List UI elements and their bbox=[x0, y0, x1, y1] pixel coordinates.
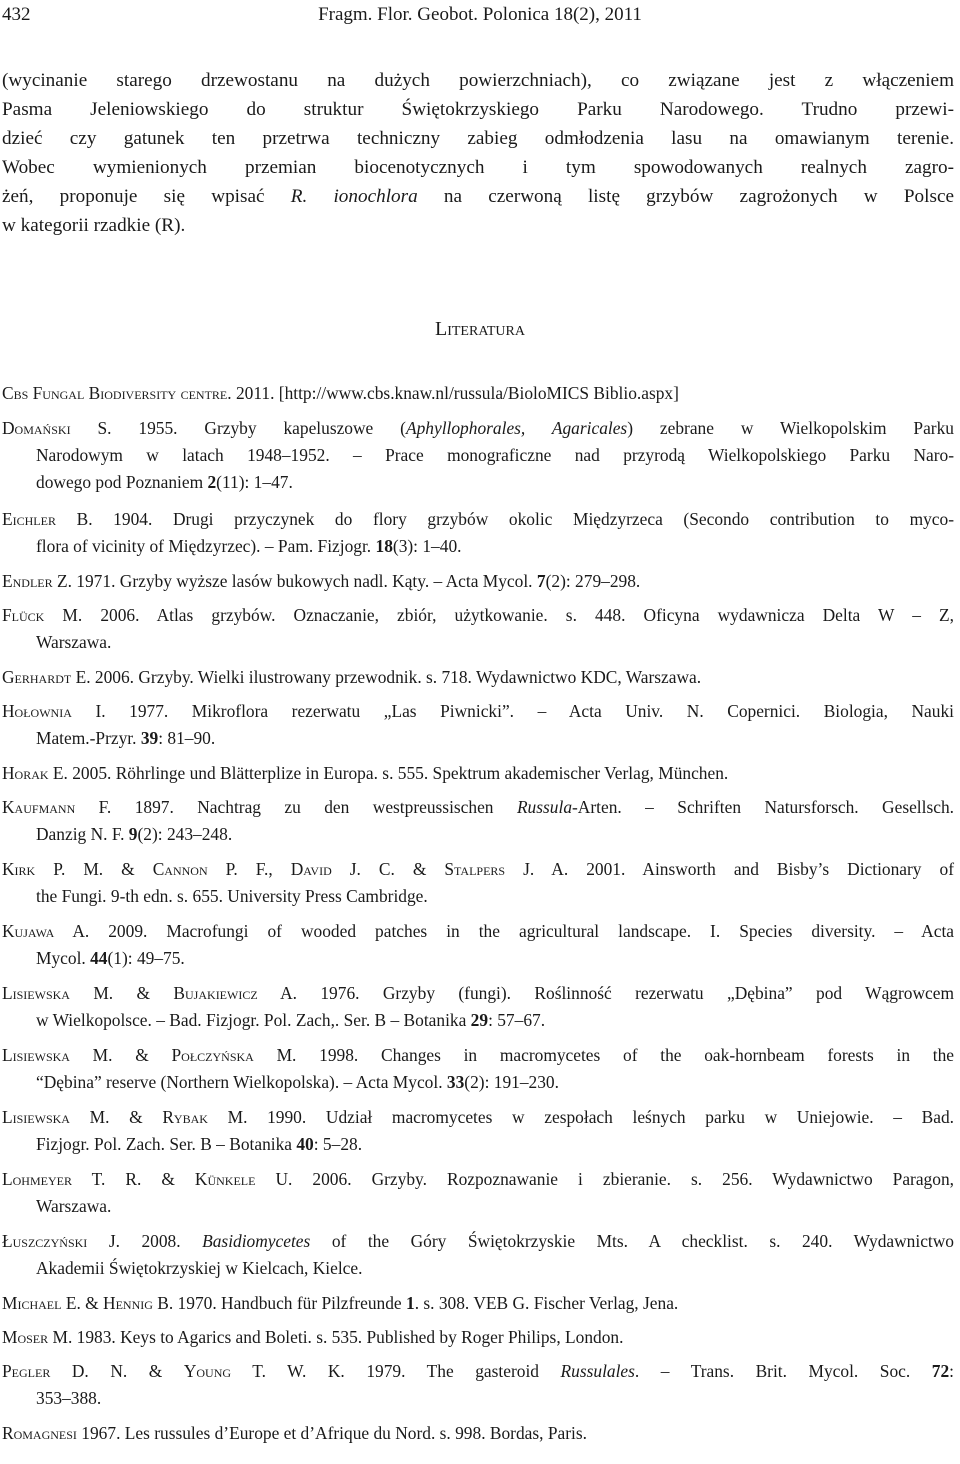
ref-text: the Fungi. 9-th edn. s. 655. University Press Cambridge. bbox=[36, 886, 428, 906]
ref-text: U. 2006. Grzyby. Rozpoznawanie i zbieranie. s. 256. Wydawnictwo Paragon, bbox=[255, 1169, 954, 1189]
ref-text: : 5–28. bbox=[313, 1134, 363, 1154]
reference-entry bbox=[2, 1104, 954, 1158]
page-number: 432 bbox=[2, 4, 31, 25]
ref-text: Matem.-Przyr. bbox=[36, 728, 141, 748]
reference-entry bbox=[2, 856, 954, 910]
intro-line: dzieć czy gatunek ten przetrwa techniczny zabieg odmłodzenia lasu na omawianym terenie. bbox=[2, 128, 954, 149]
ref-text: : 57–67. bbox=[488, 1010, 546, 1030]
intro-text: na czerwoną listę grzybów zagrożonych w Polsce bbox=[417, 186, 954, 207]
ref-text: ) zebrane w Wielkopolskim Parku bbox=[627, 418, 954, 438]
ref-text: D. N. & bbox=[50, 1361, 184, 1381]
ref-author: Stalpers bbox=[444, 859, 506, 879]
reference-entry bbox=[2, 1166, 954, 1220]
reference-entry bbox=[2, 1042, 954, 1096]
ref-author: Bujakiewicz bbox=[173, 983, 258, 1003]
ref-text: M. & bbox=[69, 1045, 172, 1065]
ref-text: Narodowym w latach 1948–1952. – Prace monograficzne nad przyrodą Wielkopolskiego Parku Naro- bbox=[36, 445, 954, 465]
intro-line bbox=[2, 182, 954, 211]
ref-text: Mycol. bbox=[36, 948, 91, 968]
ref-author: Hołownia bbox=[2, 701, 72, 721]
reference-entry bbox=[2, 980, 954, 1034]
intro-line: Wobec wymienionych przemian biocenotycznych i tym spowodowanych realnych zagro- bbox=[2, 157, 954, 178]
ref-author: Rybak bbox=[162, 1107, 208, 1127]
ref-author: Endler bbox=[2, 571, 53, 591]
ref-text: 353–388. bbox=[36, 1388, 102, 1408]
ref-text: (1): 49–75. bbox=[107, 948, 185, 968]
ref-text: A. 1976. Grzyby (fungi). Roślinność rezerwatu „Dębina” pod Wągrowcem bbox=[257, 983, 955, 1003]
ref-text: Akademii Świętokrzyskiej w Kielcach, Kielce. bbox=[36, 1258, 363, 1278]
ref-volume: 9 bbox=[128, 824, 138, 844]
ref-author: Lisiewska bbox=[2, 1045, 70, 1065]
species-name: R. ionochlora bbox=[290, 186, 418, 207]
ref-text: w Wielkopolsce. – Bad. Fizjogr. Pol. Zach,. Ser. B – Botanika bbox=[36, 1010, 471, 1030]
ref-text: B. 1970. Handbuch für Pilzfreunde bbox=[152, 1293, 406, 1313]
reference-entry bbox=[2, 380, 954, 407]
ref-text: E. & bbox=[61, 1293, 104, 1313]
ref-italic: Russula bbox=[516, 797, 573, 817]
ref-text: J. A. 2001. Ainsworth and Bisby’s Dictionary of bbox=[505, 859, 954, 879]
ref-volume: 33 bbox=[446, 1072, 465, 1092]
ref-author: Eichler bbox=[2, 509, 56, 529]
reference-entry bbox=[2, 794, 954, 848]
ref-text: “Dębina” reserve (Northern Wielkopolska). – Acta Mycol. bbox=[36, 1072, 447, 1092]
ref-author: Pegler bbox=[2, 1361, 51, 1381]
reference-entry bbox=[2, 602, 954, 656]
reference-entry bbox=[2, 506, 954, 560]
ref-author: Kaufmann bbox=[2, 797, 76, 817]
ref-text: P. M. & bbox=[35, 859, 153, 879]
intro-paragraph bbox=[2, 66, 954, 240]
ref-text: A. 2009. Macrofungi of wooded patches in the agricultural landscape. I. Species diversity. – Acta bbox=[54, 921, 954, 941]
ref-text: -Arten. – Schriften Natursforsch. Gesellsch. bbox=[572, 797, 955, 817]
ref-author: Flück bbox=[2, 605, 45, 625]
ref-text: M. 1990. Udział macromycetes w zespołach leśnych parku w Uniejowie. – Bad. bbox=[207, 1107, 955, 1127]
intro-text: żeń, proponuje się wpisać bbox=[2, 186, 291, 207]
ref-text: J. C. & bbox=[331, 859, 445, 879]
reference-entry bbox=[2, 1420, 954, 1447]
ref-text: T. R. & bbox=[71, 1169, 195, 1189]
ref-text: B. 1904. Drugi przyczynek do flory grzybów okolic Międzyrzeca (Secondo contribution to myco- bbox=[55, 509, 954, 529]
ref-text: M. 2006. Atlas grzybów. Oznaczanie, zbiór, użytkowanie. s. 448. Oficyna wydawnicza Delta W – Z, bbox=[44, 605, 954, 625]
ref-text: M. & bbox=[69, 983, 174, 1003]
reference-entry bbox=[2, 1290, 954, 1317]
reference-entry bbox=[2, 918, 954, 972]
ref-author: Cbs Fungal Biodiversity centre bbox=[2, 383, 228, 403]
ref-volume: 39 bbox=[140, 728, 159, 748]
ref-text: E. 2006. Grzyby. Wielki ilustrowany przewodnik. s. 718. Wydawnictwo KDC, Warszawa. bbox=[71, 667, 702, 687]
ref-text: of the Góry Świętokrzyskie Mts. A checklist. s. 240. Wydawnictwo bbox=[310, 1231, 954, 1251]
ref-author: Horak bbox=[2, 763, 49, 783]
ref-text: T. W. K. 1979. The gasteroid bbox=[231, 1361, 561, 1381]
reference-entry bbox=[2, 568, 954, 595]
intro-line: Pasma Jeleniowskiego do struktur Świętokrzyskiego Parku Narodowego. Trudno przewi- bbox=[2, 99, 954, 120]
reference-entry bbox=[2, 1358, 954, 1412]
reference-entry bbox=[2, 664, 954, 691]
ref-author: Romagnesi bbox=[2, 1423, 77, 1443]
intro-line: w kategorii rzadkie (R). bbox=[2, 215, 186, 236]
ref-author: Künkele bbox=[194, 1169, 256, 1189]
ref-text: (11): 1–47. bbox=[216, 472, 293, 492]
ref-text: E. 2005. Röhrlinge und Blätterplize in Europa. s. 555. Spektrum akademischer Verlag, München. bbox=[48, 763, 729, 783]
ref-volume: 44 bbox=[90, 948, 108, 968]
reference-entry bbox=[2, 1228, 954, 1282]
ref-text: : bbox=[949, 1361, 955, 1381]
ref-text: M. & bbox=[69, 1107, 163, 1127]
ref-author: David bbox=[290, 859, 332, 879]
ref-text: . 2011. [http://www.cbs.knaw.nl/russula/BioloMICS Biblio.aspx] bbox=[227, 383, 679, 403]
ref-text: Warszawa. bbox=[36, 1196, 112, 1216]
ref-italic: Basidiomycetes bbox=[202, 1231, 311, 1251]
ref-author: Young bbox=[183, 1361, 232, 1381]
ref-author: Domański bbox=[2, 418, 71, 438]
ref-text: dowego pod Poznaniem bbox=[36, 472, 208, 492]
ref-author: Moser bbox=[2, 1327, 49, 1347]
ref-text: flora of vicinity of Międzyrzec). – Pam. Fizjogr. bbox=[36, 536, 376, 556]
ref-text: (3): 1–40. bbox=[392, 536, 462, 556]
ref-text: (2): 191–230. bbox=[464, 1072, 559, 1092]
ref-text: Danzig N. F. bbox=[36, 824, 129, 844]
ref-text: M. 1998. Changes in macromycetes of the oak-hornbeam forests in the bbox=[253, 1045, 954, 1065]
ref-text: P. F., bbox=[207, 859, 291, 879]
ref-volume: 1 bbox=[405, 1293, 415, 1313]
ref-author: Lisiewska bbox=[2, 1107, 70, 1127]
ref-author: Kirk bbox=[2, 859, 36, 879]
ref-text: . s. 308. VEB G. Fischer Verlag, Jena. bbox=[414, 1293, 679, 1313]
ref-text: S. 1955. Grzyby kapeluszowe ( bbox=[70, 418, 406, 438]
ref-text: : 81–90. bbox=[158, 728, 216, 748]
running-head: Fragm. Flor. Geobot. Polonica 18(2), 2011 bbox=[318, 4, 642, 25]
intro-line: (wycinanie starego drzewostanu na dużych powierzchniach), co związane jest z włączeniem bbox=[2, 70, 954, 91]
ref-volume: 40 bbox=[296, 1134, 314, 1154]
reference-entry bbox=[2, 760, 954, 787]
ref-text: Z. 1971. Grzyby wyższe lasów bukowych nadl. Kąty. – Acta Mycol. bbox=[52, 571, 537, 591]
ref-text: I. 1977. Mikroflora rezerwatu „Las Piwnicki”. – Acta Univ. N. Copernici. Biologia, Nauki bbox=[71, 701, 954, 721]
ref-text: . – Trans. Brit. Mycol. Soc. bbox=[634, 1361, 932, 1381]
ref-volume: 29 bbox=[470, 1010, 489, 1030]
ref-text: Warszawa. bbox=[36, 632, 112, 652]
ref-text: F. 1897. Nachtrag zu den westpreussischen bbox=[75, 797, 517, 817]
ref-author: Michael bbox=[2, 1293, 62, 1313]
reference-entry bbox=[2, 698, 954, 752]
reference-entry bbox=[2, 1324, 954, 1351]
ref-author: Lisiewska bbox=[2, 983, 70, 1003]
ref-volume: 18 bbox=[375, 536, 393, 556]
ref-text: M. 1983. Keys to Agarics and Boleti. s. 535. Published by Roger Philips, London. bbox=[48, 1327, 624, 1347]
ref-author: Kujawa bbox=[2, 921, 55, 941]
page-header bbox=[0, 2, 960, 28]
reference-entry bbox=[2, 415, 954, 496]
ref-volume: 7 bbox=[536, 571, 546, 591]
ref-text: 1967. Les russules d’Europe et d’Afrique du Nord. s. 998. Bordas, Paris. bbox=[76, 1423, 587, 1443]
ref-author: Łuszczyński bbox=[2, 1231, 88, 1251]
ref-volume: 72 bbox=[931, 1361, 950, 1381]
ref-italic: Russulales bbox=[560, 1361, 635, 1381]
ref-author: Lohmeyer bbox=[2, 1169, 72, 1189]
ref-text: (2): 279–298. bbox=[545, 571, 641, 591]
section-title-literatura: Literatura bbox=[435, 318, 525, 340]
ref-author: Cannon bbox=[152, 859, 208, 879]
ref-volume: 2 bbox=[207, 472, 217, 492]
ref-author: Gerhardt bbox=[2, 667, 72, 687]
ref-text: (2): 243–248. bbox=[137, 824, 233, 844]
ref-italic: Aphyllophorales, Agaricales bbox=[405, 418, 628, 438]
ref-text: Fizjogr. Pol. Zach. Ser. B – Botanika bbox=[36, 1134, 297, 1154]
ref-author: Hennig bbox=[103, 1293, 153, 1313]
ref-author: Połczyńska bbox=[171, 1045, 254, 1065]
ref-text: J. 2008. bbox=[87, 1231, 203, 1251]
